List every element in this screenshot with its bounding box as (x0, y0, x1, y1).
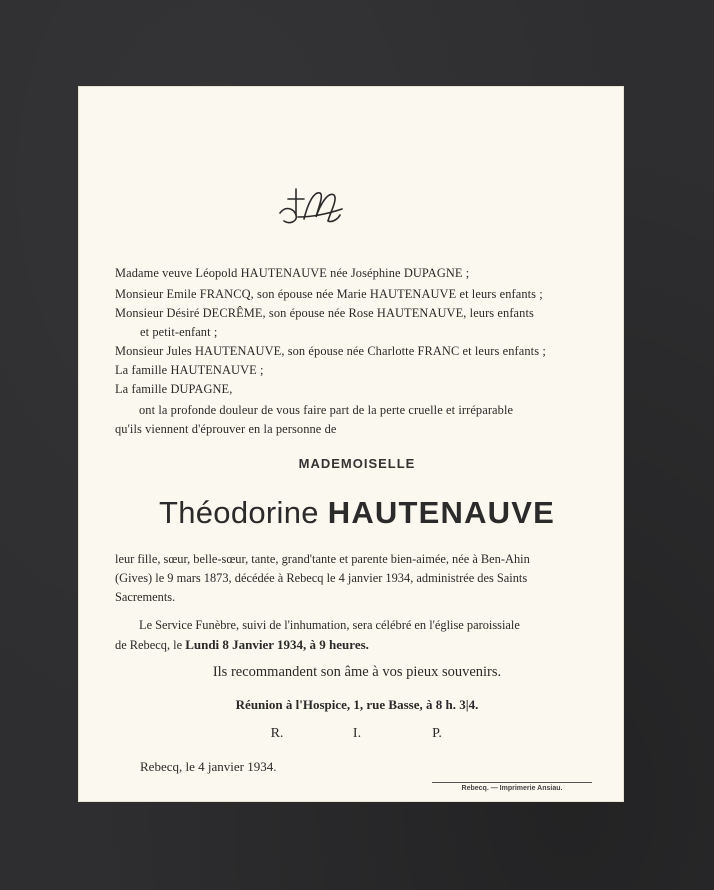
family-line-6: La famille HAUTENAUVE ; (115, 363, 264, 377)
rip-r: R. (270, 726, 284, 741)
bio-line-1: leur fille, sœur, belle-sœur, tante, grand'tante et parente bien-aimée, née à Ben-Ahin (115, 552, 530, 566)
service-date-prefix: de Rebecq, le (115, 638, 186, 652)
reunion-line: Réunion à l'Hospice, 1, rue Basse, à 8 h. 3|4. (235, 697, 479, 712)
cross-monogram-icon (274, 183, 346, 229)
service-line-1: Le Service Funèbre, suivi de l'inhumation, sera célébré en l'église paroissiale (139, 618, 520, 632)
bio-line-2: (Gives) le 9 mars 1873, décédée à Rebecq le 4 janvier 1934, administrée des Saints (115, 571, 528, 585)
rip-p: P. (432, 726, 442, 741)
funeral-notice-card (78, 86, 624, 802)
deceased-name (0, 495, 714, 531)
family-line-5: Monsieur Jules HAUTENAUVE, son épouse née Charlotte FRANC et leurs enfants ; (115, 344, 546, 358)
service-date: Lundi 8 Janvier 1934, à 9 heures. (185, 637, 369, 652)
announcement-line-2: qu'ils viennent d'éprouver en la personne de (115, 422, 337, 436)
recommend-line: Ils recommandent son âme à vos pieux souvenirs. (212, 664, 502, 680)
family-line-3: Monsieur Désiré DECRÊME, son épouse née Rose HAUTENAUVE, leurs enfants (115, 306, 534, 320)
deceased-last-name: HAUTENAUVE (327, 495, 556, 530)
place-date: Rebecq, le 4 janvier 1934. (140, 759, 277, 774)
honorific-title: MADEMOISELLE (298, 456, 416, 471)
deceased-first-name: Théodorine (158, 495, 319, 530)
rip-i: I. (352, 726, 362, 741)
family-line-7: La famille DUPAGNE, (115, 382, 233, 396)
service-line-2 (115, 637, 369, 653)
family-line-4: et petit-enfant ; (140, 325, 218, 339)
printer-imprint: Rebecq. — Imprimerie Ansiau. (432, 782, 592, 792)
rip-line (0, 724, 714, 742)
announcement-line-1: ont la profonde douleur de vous faire part de la perte cruelle et irréparable (139, 403, 514, 417)
family-line-2: Monsieur Emile FRANCQ, son épouse née Marie HAUTENAUVE et leurs enfants ; (115, 287, 543, 301)
family-line-1: Madame veuve Léopold HAUTENAUVE née Joséphine DUPAGNE ; (115, 266, 470, 280)
bio-line-3: Sacrements. (115, 590, 176, 604)
